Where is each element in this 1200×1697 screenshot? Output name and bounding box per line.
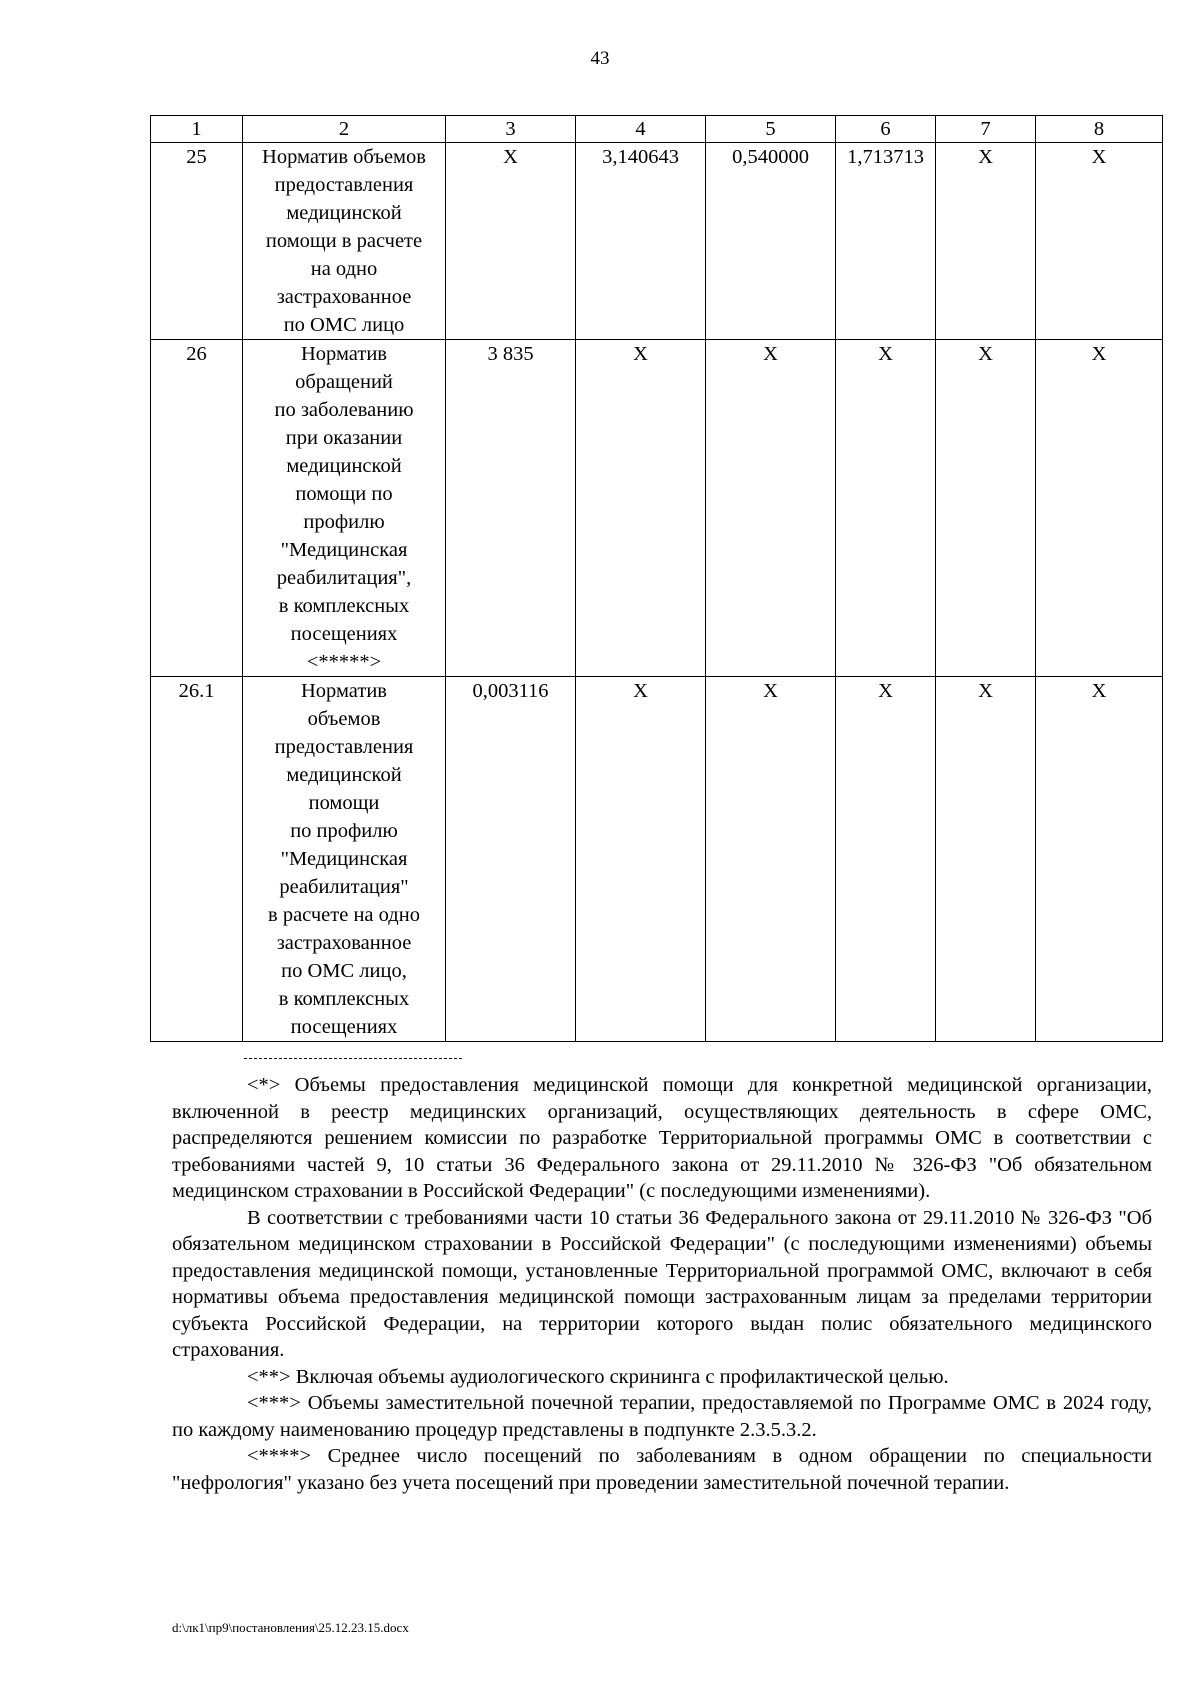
name-line: в комплексных (278, 595, 410, 617)
footnote-paragraph: <****> Среднее число посещений по заболеваниям в одном обращении по специальности "нефрология" указано без учета посещений при проведении заместительной почечной терапии. (172, 1445, 1152, 1494)
header-cell: 8 (1036, 116, 1163, 143)
name-line: Норматив объемов (262, 146, 426, 168)
indicator-name (243, 677, 446, 1042)
value-cell: 1,713713 (836, 143, 936, 340)
table-row (151, 340, 1163, 677)
name-line: реабилитация", (276, 567, 412, 589)
value-cell: 3 835 (446, 340, 576, 677)
footnote-separator (244, 1058, 462, 1059)
value-cell: X (936, 677, 1036, 1042)
value-cell: X (1036, 340, 1163, 677)
value-cell: X (936, 143, 1036, 340)
name-line: "Медицинская (280, 848, 408, 870)
name-line: по профилю (290, 820, 398, 842)
name-line: помощи по (295, 483, 393, 505)
name-line: помощи в расчете (265, 230, 423, 252)
name-line: по ОМС лицо (283, 314, 405, 336)
header-cell: 3 (446, 116, 576, 143)
value-cell: X (576, 340, 706, 677)
header-cell: 4 (576, 116, 706, 143)
value-cell: X (1036, 143, 1163, 340)
indicator-name (243, 143, 446, 340)
name-line: при оказании (285, 427, 403, 449)
name-line: реабилитация" (279, 876, 409, 898)
value-cell: X (936, 340, 1036, 677)
header-cell: 1 (151, 116, 243, 143)
value-cell: X (706, 340, 836, 677)
name-line: по ОМС лицо, (281, 960, 407, 982)
value-cell: X (706, 677, 836, 1042)
name-line: в расчете на одно (268, 904, 420, 926)
name-line: помощи (308, 792, 380, 814)
name-line: по заболеванию (274, 399, 414, 421)
name-line: Норматив (300, 343, 387, 365)
name-line: посещениях (290, 1016, 398, 1038)
name-line: предоставления (274, 736, 414, 758)
row-number: 25 (151, 143, 243, 340)
name-line: застрахованное (276, 932, 412, 954)
table-row (151, 143, 1163, 340)
footnote-paragraph: В соответствии с требованиями части 10 статьи 36 Федерального закона от 29.11.2010 № 326-ФЗ "Об обязательном медицинском страховании в Российской Федерации" (с последующими изменениями) объемы предоставления медицинской помощи, установленные Территориальной программой ОМС, включают в себя нормативы объема предоставления медицинской помощи застрахованным лицам за пределами территории субъекта Российской Федерации, на территории которого выдан полис обязательного медицинского страхования. (172, 1206, 1152, 1361)
row-number: 26.1 (151, 677, 243, 1042)
data-table (150, 115, 1163, 1042)
page-number: 43 (590, 48, 610, 69)
table-header-row (151, 116, 1163, 143)
value-cell: X (1036, 677, 1163, 1042)
name-line: посещениях (290, 623, 398, 645)
name-line: объемов (307, 708, 381, 730)
value-cell: X (576, 677, 706, 1042)
name-line: <*****> (306, 651, 382, 673)
name-line: на одно (310, 258, 378, 280)
value-cell: 0,003116 (446, 677, 576, 1042)
name-line: застрахованное (276, 286, 412, 308)
value-cell: 0,540000 (706, 143, 836, 340)
header-cell: 5 (706, 116, 836, 143)
row-number: 26 (151, 340, 243, 677)
name-line: предоставления (274, 174, 414, 196)
name-line: медицинской (286, 455, 402, 477)
name-line: медицинской (286, 202, 402, 224)
table-row (151, 677, 1163, 1042)
name-line: профилю (303, 511, 385, 533)
name-line: медицинской (286, 764, 402, 786)
footnote-paragraph: <*> Объемы предоставления медицинской помощи для конкретной медицинской организации, включенной в реестр медицинских организаций, осуществляющих деятельность в сфере ОМС, распределяются решением комиссии по разработке Территориальной программы ОМС в соответствии с требованиями частей 9, 10 статьи 36 Федерального закона от 29.11.2010 № 326-ФЗ "Об обязательном медицинском страховании в Российской Федерации" (с последующими изменениями). (172, 1074, 1152, 1202)
value-cell: X (446, 143, 576, 340)
header-cell: 7 (936, 116, 1036, 143)
value-cell: 3,140643 (576, 143, 706, 340)
name-line: Норматив (300, 680, 387, 702)
name-line: в комплексных (278, 988, 410, 1010)
name-line: обращений (295, 371, 393, 393)
header-cell: 2 (243, 116, 446, 143)
file-path: d:\лк1\пр9\постановления\25.12.23.15.docx (172, 1620, 409, 1635)
value-cell: X (836, 340, 936, 677)
indicator-name (243, 340, 446, 677)
header-cell: 6 (836, 116, 936, 143)
footnote-paragraph: <***> Объемы заместительной почечной терапии, предоставляемой по Программе ОМС в 2024 году, по каждому наименованию процедур представлены в подпункте 2.3.5.3.2. (172, 1392, 1152, 1441)
footnotes (172, 1072, 1152, 1496)
value-cell: X (836, 677, 936, 1042)
footnote-paragraph: <**> Включая объемы аудиологического скрининга с профилактической целью. (247, 1365, 949, 1388)
name-line: "Медицинская (280, 539, 408, 561)
